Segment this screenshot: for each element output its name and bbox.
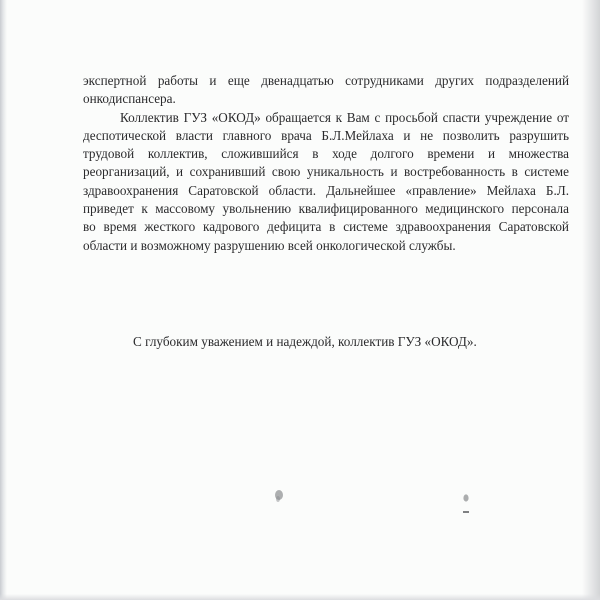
scan-edge-bottom — [0, 594, 600, 600]
scan-smudge-left — [272, 488, 286, 504]
paragraph-appeal — [83, 109, 569, 255]
text-line: области и возможному разрушению всей онкологической службы. — [83, 237, 456, 253]
text-line: онкодиспансера. — [83, 91, 176, 107]
text-line: приведет к массовому увольнению квалифицированного медицинского персонала — [83, 201, 569, 217]
text-line: во время жесткого кадрового дефицита в системе здравоохранения Саратовской — [83, 219, 569, 235]
text-line: трудовой коллектив, сложившийся в ходе долгого времени и множества — [83, 146, 569, 162]
text-line: экспертной работы и еще двенадцатью сотрудниками других подразделений — [83, 73, 569, 88]
scan-smudge-right — [460, 492, 472, 518]
scan-edge-left — [0, 0, 7, 600]
closing-line: С глубоким уважением и надеждой, коллектив ГУЗ «ОКОД». — [133, 334, 477, 349]
text-line: реорганизаций, и сохранивший свою уникальность и востребованность в системе — [83, 164, 569, 180]
letter-body — [83, 72, 569, 255]
text-line: здравоохранения Саратовской области. Дальнейшее «правление» Мейлаха Б.Л. — [83, 182, 569, 198]
paragraph-continuation — [83, 72, 569, 109]
text-line: деспотической власти главного врача Б.Л.Мейлаха и не позволить разрушить — [83, 127, 569, 143]
scan-edge-right — [582, 0, 600, 600]
text-line: Коллектив ГУЗ «ОКОД» обращается к Вам с просьбой спасти учреждение от — [120, 109, 569, 125]
